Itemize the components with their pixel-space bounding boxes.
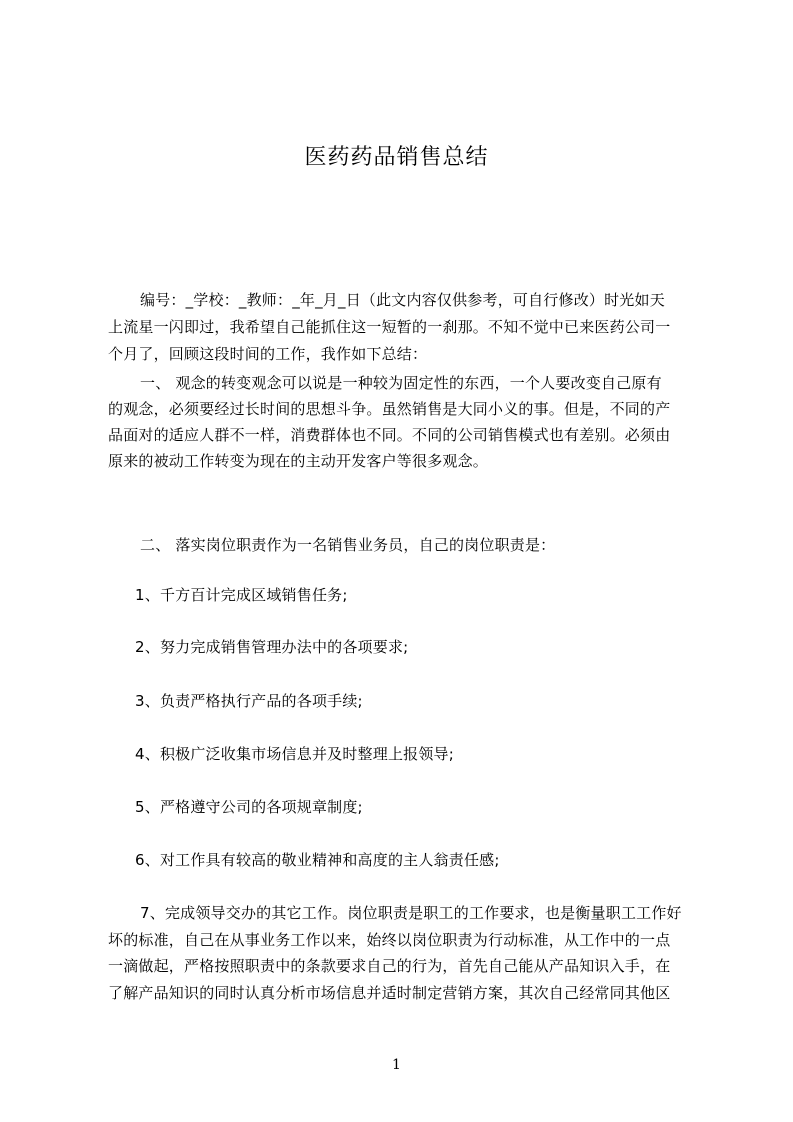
paragraph-line: 品面对的适应人群不一样，消费群体也不同。不同的公司销售模式也有差别。必须由 [108, 426, 671, 444]
paragraph-line: 上流星一闪即过，我希望自己能抓住这一短暂的一刹那。不知不觉中已来医药公司一 [108, 318, 671, 336]
paragraph-line: 坏的标准，自己在从事业务工作以来，始终以岗位职责为行动标准，从工作中的一点 [108, 931, 671, 949]
paragraph-line: 原来的被动工作转变为现在的主动开发客户等很多观念。 [108, 452, 489, 470]
list-item: 5、严格遵守公司的各项规章制度; [135, 798, 363, 816]
paragraph-line: 二、 落实岗位职责作为一名销售业务员，自己的岗位职责是： [140, 536, 556, 554]
paragraph-line: 7、完成领导交办的其它工作。岗位职责是职工的工作要求，也是衡量职工工作好 [140, 904, 682, 922]
page-number: 1 [392, 1057, 401, 1073]
list-item: 3、负责严格执行产品的各项手续; [135, 692, 363, 710]
paragraph-line: 了解产品知识的同时认真分析市场信息并适时制定营销方案，其次自己经常同其他区 [108, 984, 671, 1002]
list-item: 1、千方百计完成区域销售任务; [135, 586, 348, 604]
paragraph-line: 的观念，必须要经过长时间的思想斗争。虽然销售是大同小义的事。但是，不同的产 [108, 400, 671, 418]
paragraph-line: 一、 观念的转变观念可以说是一种较为固定性的东西，一个人要改变自己原有 [140, 374, 662, 392]
list-item: 4、积极广泛收集市场信息并及时整理上报领导; [135, 745, 454, 763]
paragraph-line: 个月了，回顾这段时间的工作，我作如下总结： [108, 345, 428, 363]
document-title: 医药药品销售总结 [304, 145, 489, 170]
paragraph-line: 一滴做起，严格按照职责中的条款要求自己的行为，首先自己能从产品知识入手，在 [108, 957, 671, 975]
list-item: 6、对工作具有较高的敬业精神和高度的主人翁责任感; [135, 851, 500, 869]
list-item: 2、努力完成销售管理办法中的各项要求; [135, 638, 409, 656]
paragraph-line: 编号：_学校：_教师：_年_月_日（此文内容仅供参考，可自行修改）时光如天 [140, 291, 665, 309]
